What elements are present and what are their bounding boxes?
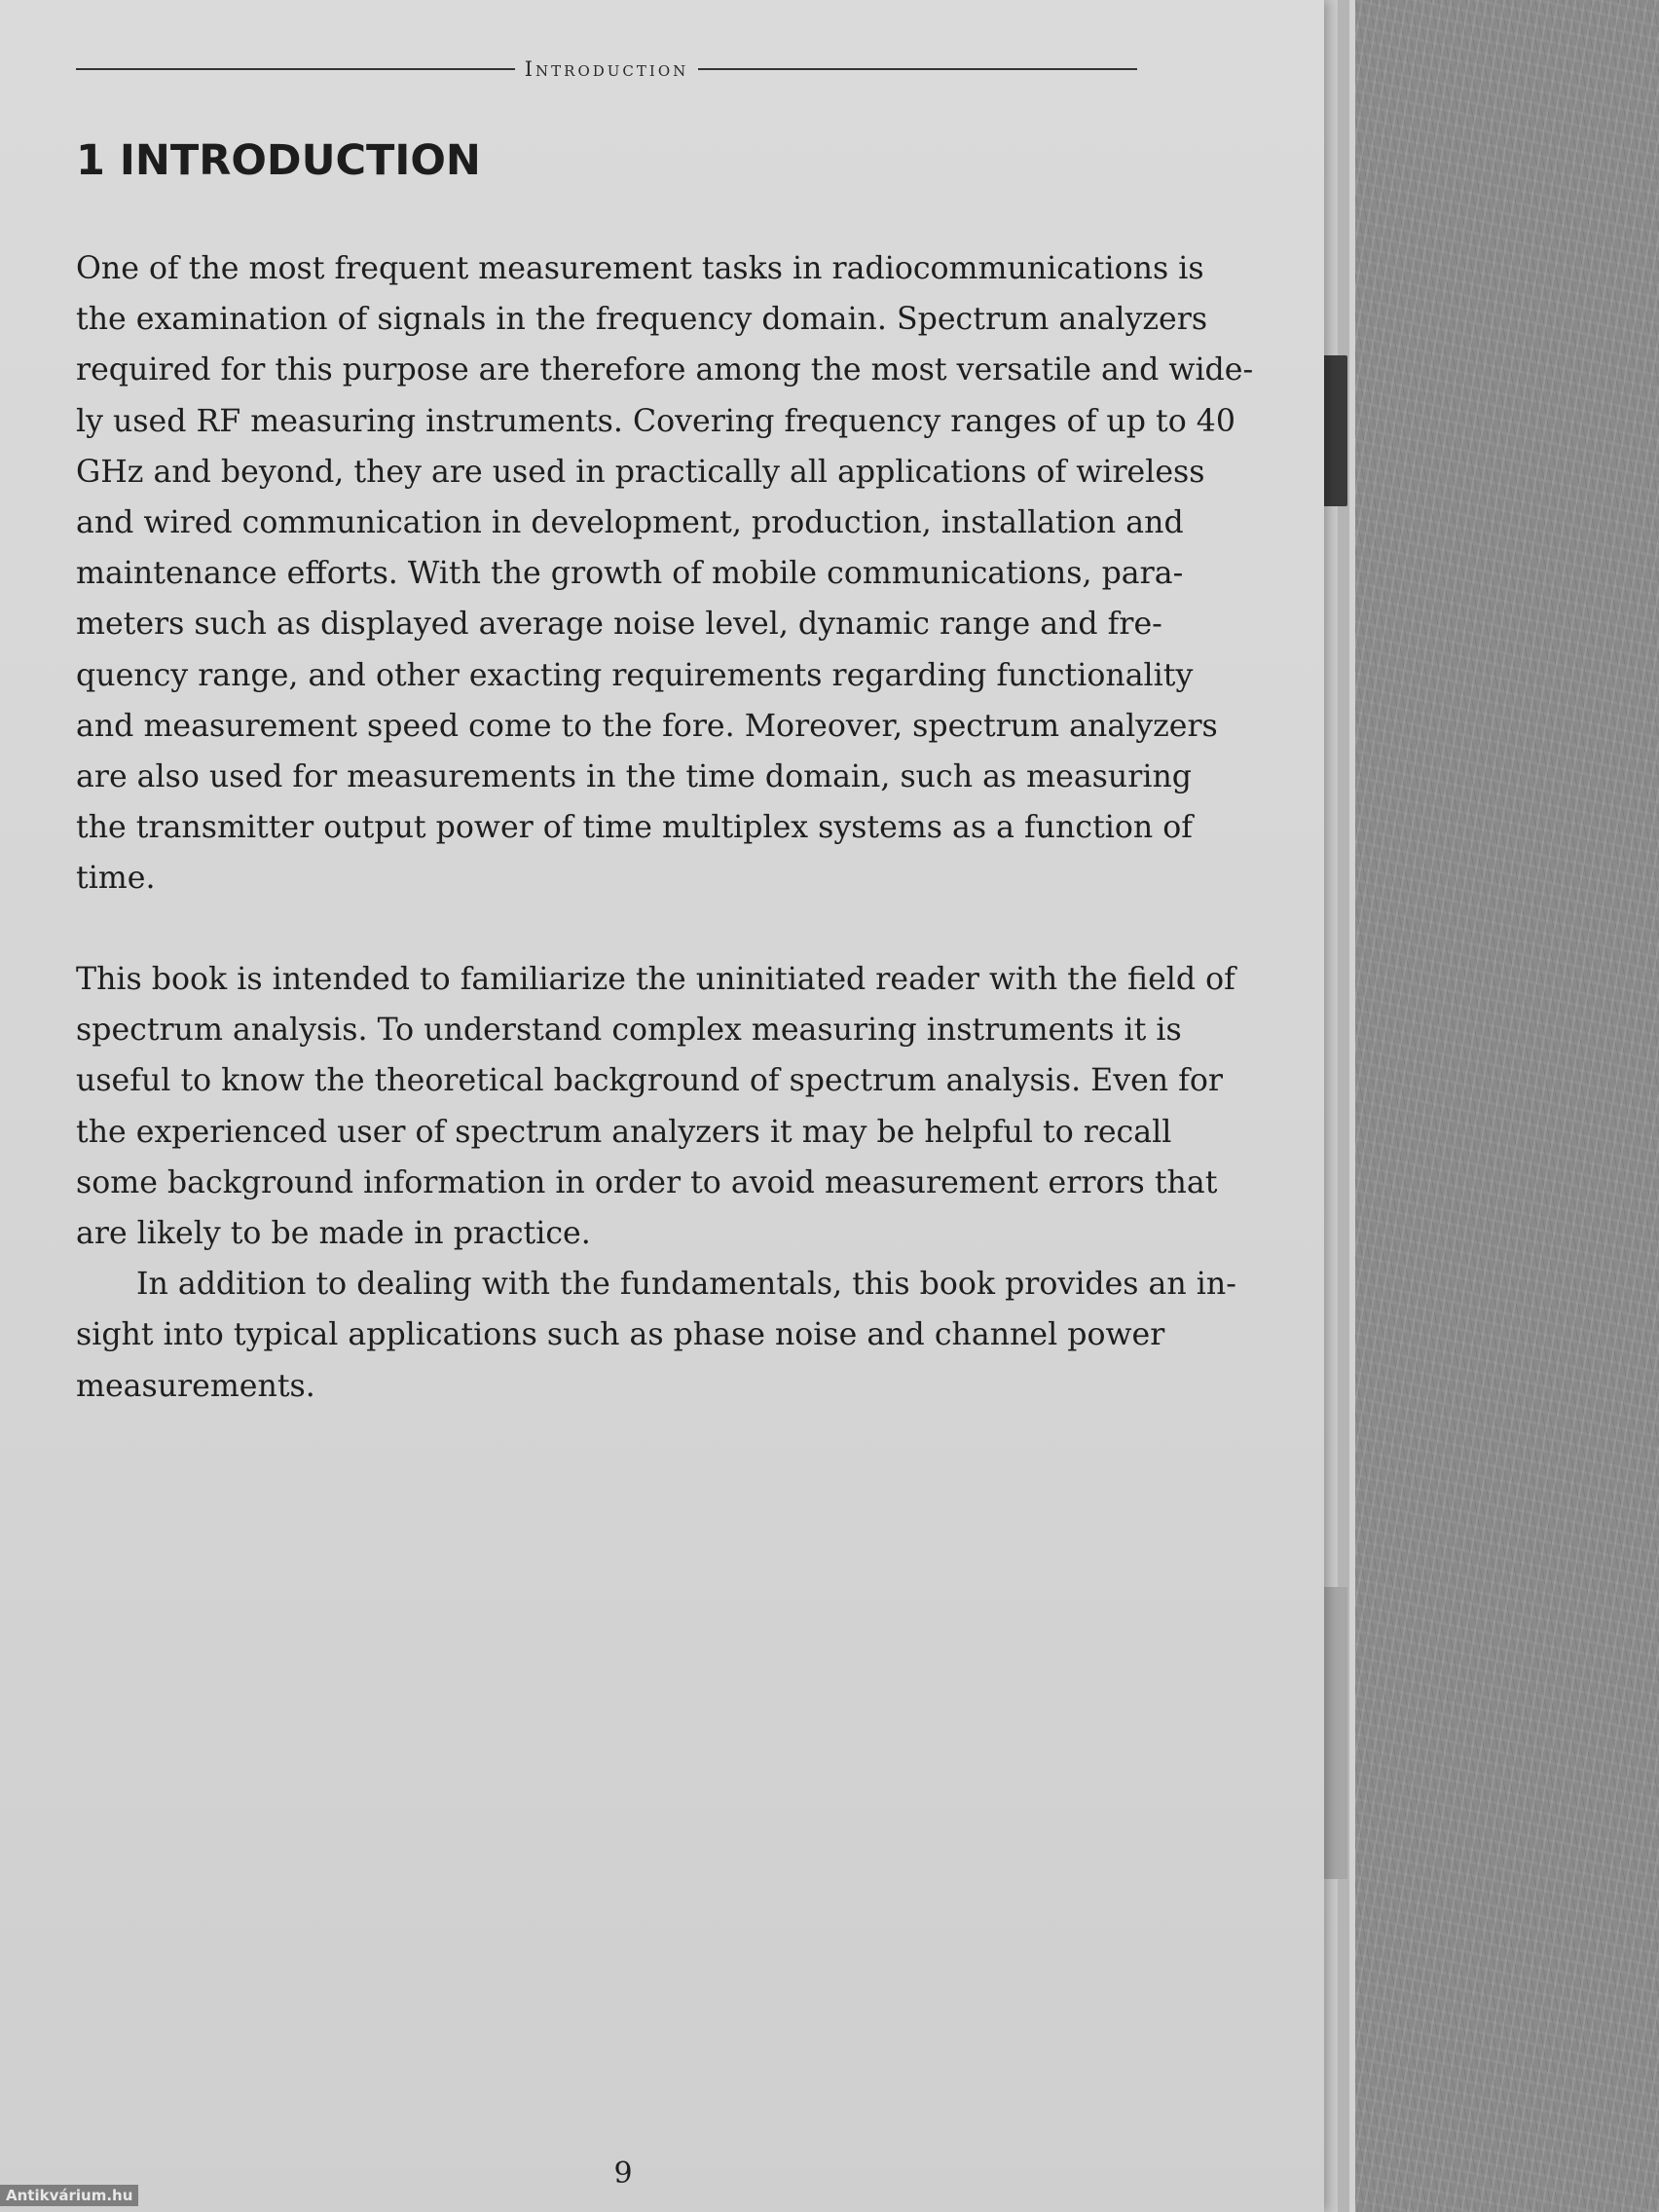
text-line: This book is intended to familiarize the uninitiated reader with the field of <box>76 962 1235 997</box>
text-line: required for this purpose are therefore among the most versatile and wide- <box>76 352 1254 388</box>
running-head <box>76 55 1137 84</box>
body-paragraph-3 <box>76 1259 1236 1412</box>
body-paragraph-1 <box>76 243 1254 903</box>
text-line: maintenance efforts. With the growth of mobile communications, para- <box>76 556 1184 592</box>
text-line: the transmitter output power of time multiplex systems as a function of <box>76 810 1194 846</box>
text-line: some background information in order to avoid measurement errors that <box>76 1164 1218 1200</box>
text-line: ly used RF measuring instruments. Covering frequency ranges of up to 40 <box>76 403 1236 439</box>
text-line: the experienced user of spectrum analyzers it may be helpful to recall <box>76 1114 1172 1150</box>
page-number: 9 <box>613 2157 633 2191</box>
text-line: the examination of signals in the frequency domain. Spectrum analyzers <box>76 302 1208 338</box>
text-line: meters such as displayed average noise level, dynamic range and fre- <box>76 607 1162 643</box>
text-line: One of the most frequent measurement tasks in radiocommunications is <box>76 251 1204 286</box>
page-stack-shadow <box>1322 1587 1347 1879</box>
chapter-title: 1 INTRODUCTION <box>76 136 481 185</box>
background-surface <box>1344 0 1659 2212</box>
running-head-label: Introduction <box>524 57 689 81</box>
text-line: and wired communication in development, production, installation and <box>76 504 1184 540</box>
text-line: In addition to dealing with the fundamentals, this book provides an in- <box>136 1267 1236 1303</box>
text-line: and measurement speed come to the fore. Moreover, spectrum analyzers <box>76 708 1218 744</box>
text-line: spectrum analysis. To understand complex measuring instruments it is <box>76 1013 1182 1049</box>
text-line: quency range, and other exacting requirements regarding functionality <box>76 657 1194 693</box>
running-head-rule-left <box>76 68 515 70</box>
bookmark-tab <box>1320 355 1347 506</box>
watermark-logo: Antikvárium.hu <box>0 2185 138 2206</box>
body-paragraph-2 <box>76 954 1236 1412</box>
page-stack-edge <box>1349 0 1355 2212</box>
text-line: are also used for measurements in the time domain, such as measuring <box>76 758 1193 794</box>
text-line: GHz and beyond, they are used in practically all applications of wireless <box>76 454 1205 490</box>
text-line: time. <box>76 861 156 897</box>
text-line: useful to know the theoretical background of spectrum analysis. Even for <box>76 1063 1223 1099</box>
text-line: measurements. <box>76 1368 315 1404</box>
text-line: sight into typical applications such as phase noise and channel power <box>76 1317 1165 1353</box>
running-head-rule-right <box>698 68 1137 70</box>
text-line: are likely to be made in practice. <box>76 1215 591 1251</box>
page-stack-edge <box>1338 0 1349 2212</box>
